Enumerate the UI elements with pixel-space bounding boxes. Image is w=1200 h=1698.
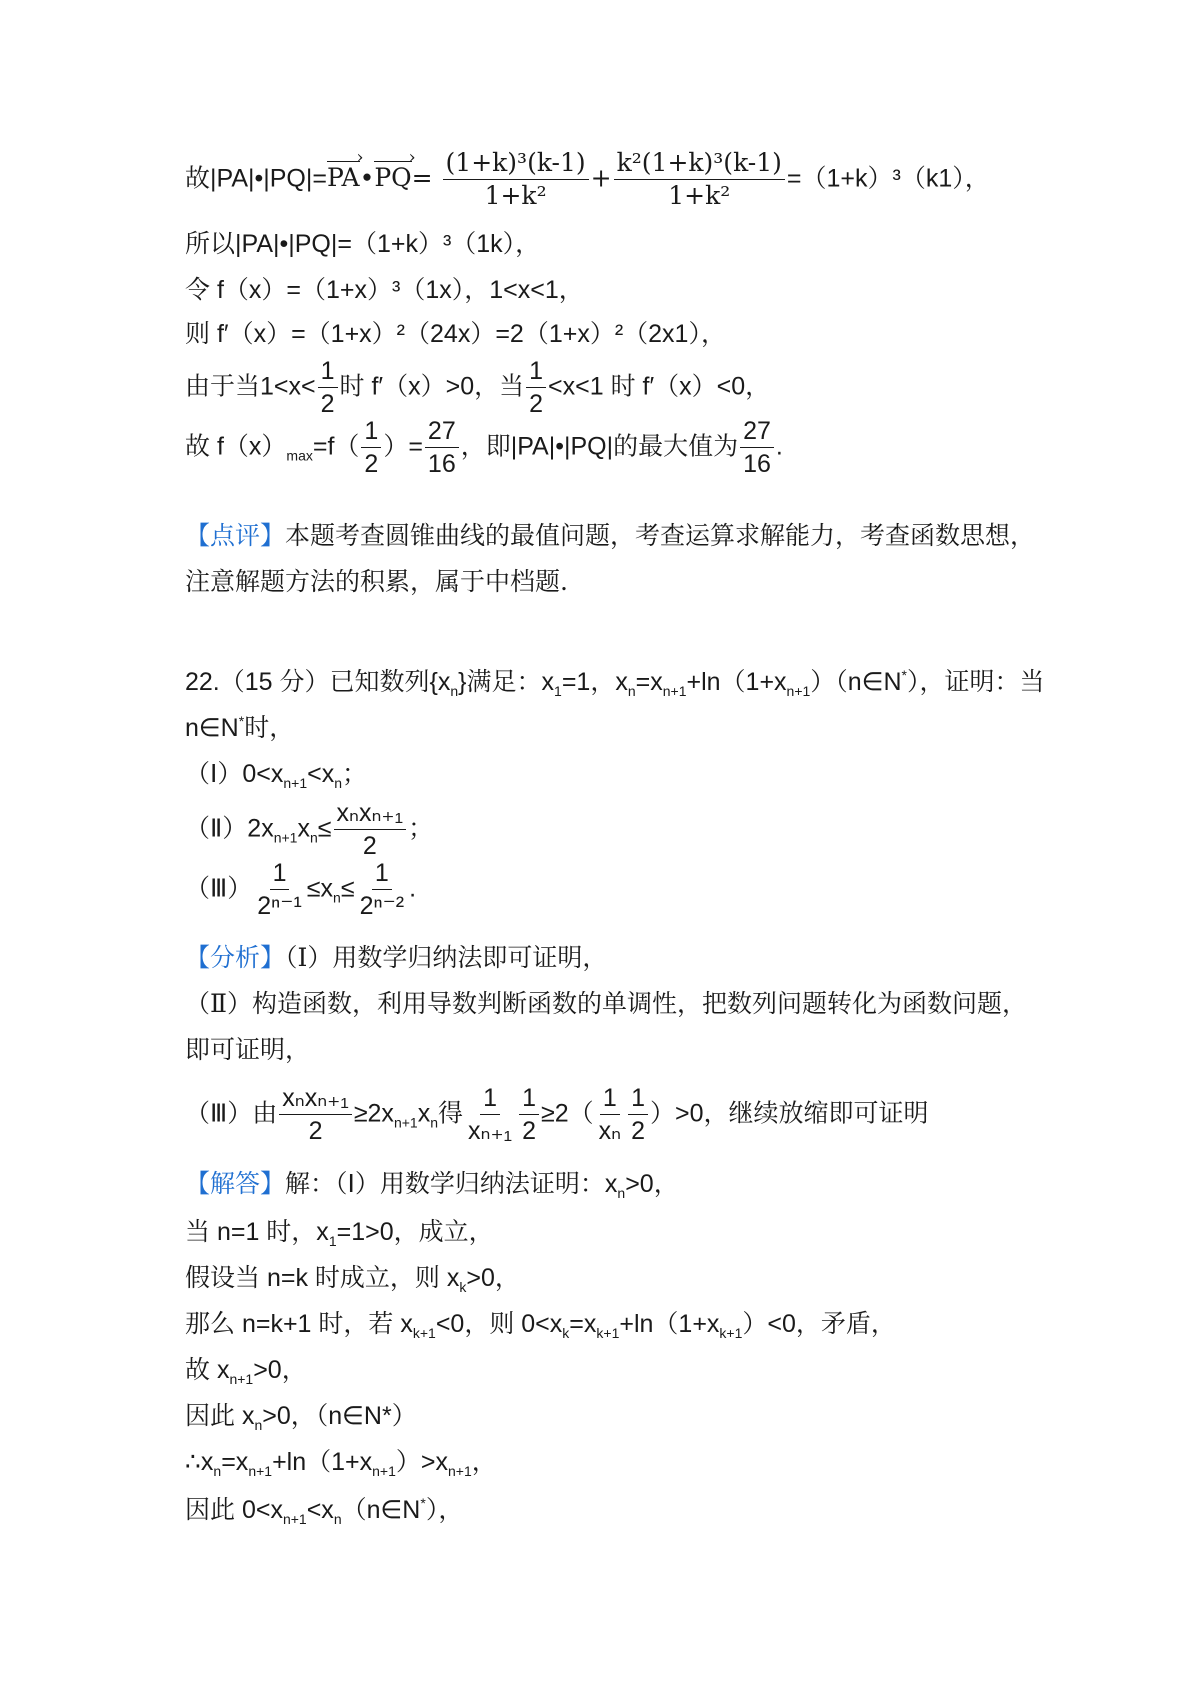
problem-22-stem-2: n∈N*时，: [185, 713, 295, 742]
fraction: $\frac{27}{16}$: [740, 418, 774, 478]
solution-line-1: 【解答】解：（Ⅰ）用数学归纳法证明：$x_n>0$，: [185, 1170, 679, 1201]
review-line: 【点评】本题考查圆锥曲线的最值问题，考查运算求解能力，考查函数思想，: [185, 521, 1036, 550]
solution-line-2: 当 n=1 时，$x_1=1>0$，成立，: [185, 1218, 494, 1249]
solution-line-8: 因此 $0<x_{n+1}<x_n(n\in N^*)$，: [185, 1495, 464, 1527]
text: |PA|•|PQ|=: [210, 164, 327, 193]
solution-line-3: 假设当 n=k 时成立，则 $x_k>0$，: [185, 1264, 520, 1295]
text-line-6: 故 $f(x)_{max}=f$（ $\frac{1}{2}$ ）= $\frac{27}{16}$ ，即|PA|•|PQ|的最大值为 $\frac{27}{16}$ .: [185, 417, 783, 479]
fraction: $\frac{\text{xₙxₙ₊₁}}{2}$: [279, 1085, 352, 1145]
solution-line-5: 故 $x_{n+1}>0$，: [185, 1356, 307, 1387]
text-line-5: 由于当1<x< $\frac{1}{2}$ 时 f′（x）>0，当 $\frac{1}{2}$ <x<1 时 f′（x）<0，: [185, 357, 771, 419]
text: =（1+k）³（k1），: [786, 164, 990, 193]
fraction: $\frac{1}{2}$: [628, 1085, 648, 1145]
analysis-line-4: （Ⅲ）由 $\frac{\text{xₙxₙ₊₁}}{2}$ $\ge 2x_{n+1}x_n$得 $\frac{1}{\text{xₙ₊₁}}$ $\frac{1}{2}$ ≥2（ $\frac{1}{\text{xₙ}}$ $\frac{1}{2}$ ）>0，继续放缩即可证明: [185, 1084, 929, 1146]
text-line-2: 所以|PA|•|PQ|=（1+k）³（1k），: [185, 230, 541, 258]
formula-line-1: 故|PA|•|PQ|=› PA•› PQ= $\frac{\text{(1+k)³(k-1)}}{\text{1+k²}}$ + $\frac{\text{k²(1+k)³(k-1)}}{\text{1+k²}}$ =（1+k）³（k1），: [185, 150, 990, 210]
fraction: $\frac{\text{(1+k)³(k-1)}}{\text{1+k²}}$: [443, 150, 589, 210]
solution-line-4: 那么 n=k+1 时，若 $x_{k+1}<0$，则 $0<x_k=x_{k+1}+\ln(1+x_{k+1})<0$，矛盾，: [185, 1310, 896, 1341]
solution-line-6: 因此 $x_n>0$，（n∈N*）: [185, 1402, 417, 1433]
analysis-tag: 【分析】: [185, 943, 286, 972]
fraction: $\frac{1}{2}$: [361, 418, 381, 478]
fraction: $\frac{\text{k²(1+k)³(k-1)}}{\text{1+k²}}$: [614, 150, 785, 210]
part-2: $(Ⅱ)2x_{n+1}x_n\le$ $\frac{\text{xₙxₙ₊₁}}{2}$ ；: [185, 799, 434, 861]
analysis-line: 【分析】（Ⅰ）用数学归纳法即可证明，: [185, 943, 608, 972]
analysis-line-2: （Ⅱ）构造函数，利用导数判断函数的单调性，把数列问题转化为函数问题，: [185, 989, 1027, 1018]
problem-22-stem: 22.（15 分）已知数列$\{x_n\}$满足：$x_1=1$，$x_n=x_{n+1}+\ln(1+x_{n+1})(n\in N^*)$，证明：当: [185, 667, 1045, 699]
fraction: $\frac{27}{16}$: [425, 418, 459, 478]
fraction: $\frac{1}{\text{xₙ}}$: [598, 1084, 622, 1146]
text: 故: [185, 163, 211, 193]
vector-pq: › PQ: [374, 165, 411, 190]
text-line-4: 则 f′（x）=（1+x）²（24x）=2（1+x）²（2x1），: [185, 320, 726, 348]
fraction: $\frac{1}{\text{2ⁿ⁻¹}}$: [257, 859, 302, 921]
fraction: $\frac{1}{2}$: [519, 1085, 539, 1145]
review-tag: 【点评】: [185, 521, 286, 550]
solution-tag: 【解答】: [185, 1170, 286, 1198]
vector-pa: › PA: [327, 165, 360, 190]
fraction: $\frac{1}{\text{xₙ₊₁}}$: [468, 1084, 513, 1146]
part-3: （Ⅲ） $\frac{1}{\text{2ⁿ⁻¹}}$ $\le x_n\le$ $\frac{1}{\text{2ⁿ⁻²}}$ .: [185, 859, 417, 921]
text-line-3: 令 f（x）=（1+x）³（1x），1<x<1，: [185, 276, 584, 304]
fraction: $\frac{1}{2}$: [318, 358, 338, 418]
review-line-2: 注意解题方法的积累，属于中档题.: [185, 567, 568, 596]
solution-line-7: $\therefore x_n=x_{n+1}+\ln(1+x_{n+1})>x_{n+1}$，: [185, 1448, 497, 1479]
fraction: $\frac{1}{2}$: [526, 358, 546, 418]
part-1: $(Ⅰ)0<x_{n+1}<x_n$；: [185, 760, 368, 791]
fraction: $\frac{1}{\text{2ⁿ⁻²}}$: [359, 859, 405, 921]
text: •: [359, 163, 375, 193]
text: =: [411, 163, 433, 193]
fraction: $\frac{\text{xₙxₙ₊₁}}{2}$: [334, 800, 407, 860]
analysis-line-3: 即可证明，: [185, 1035, 311, 1064]
